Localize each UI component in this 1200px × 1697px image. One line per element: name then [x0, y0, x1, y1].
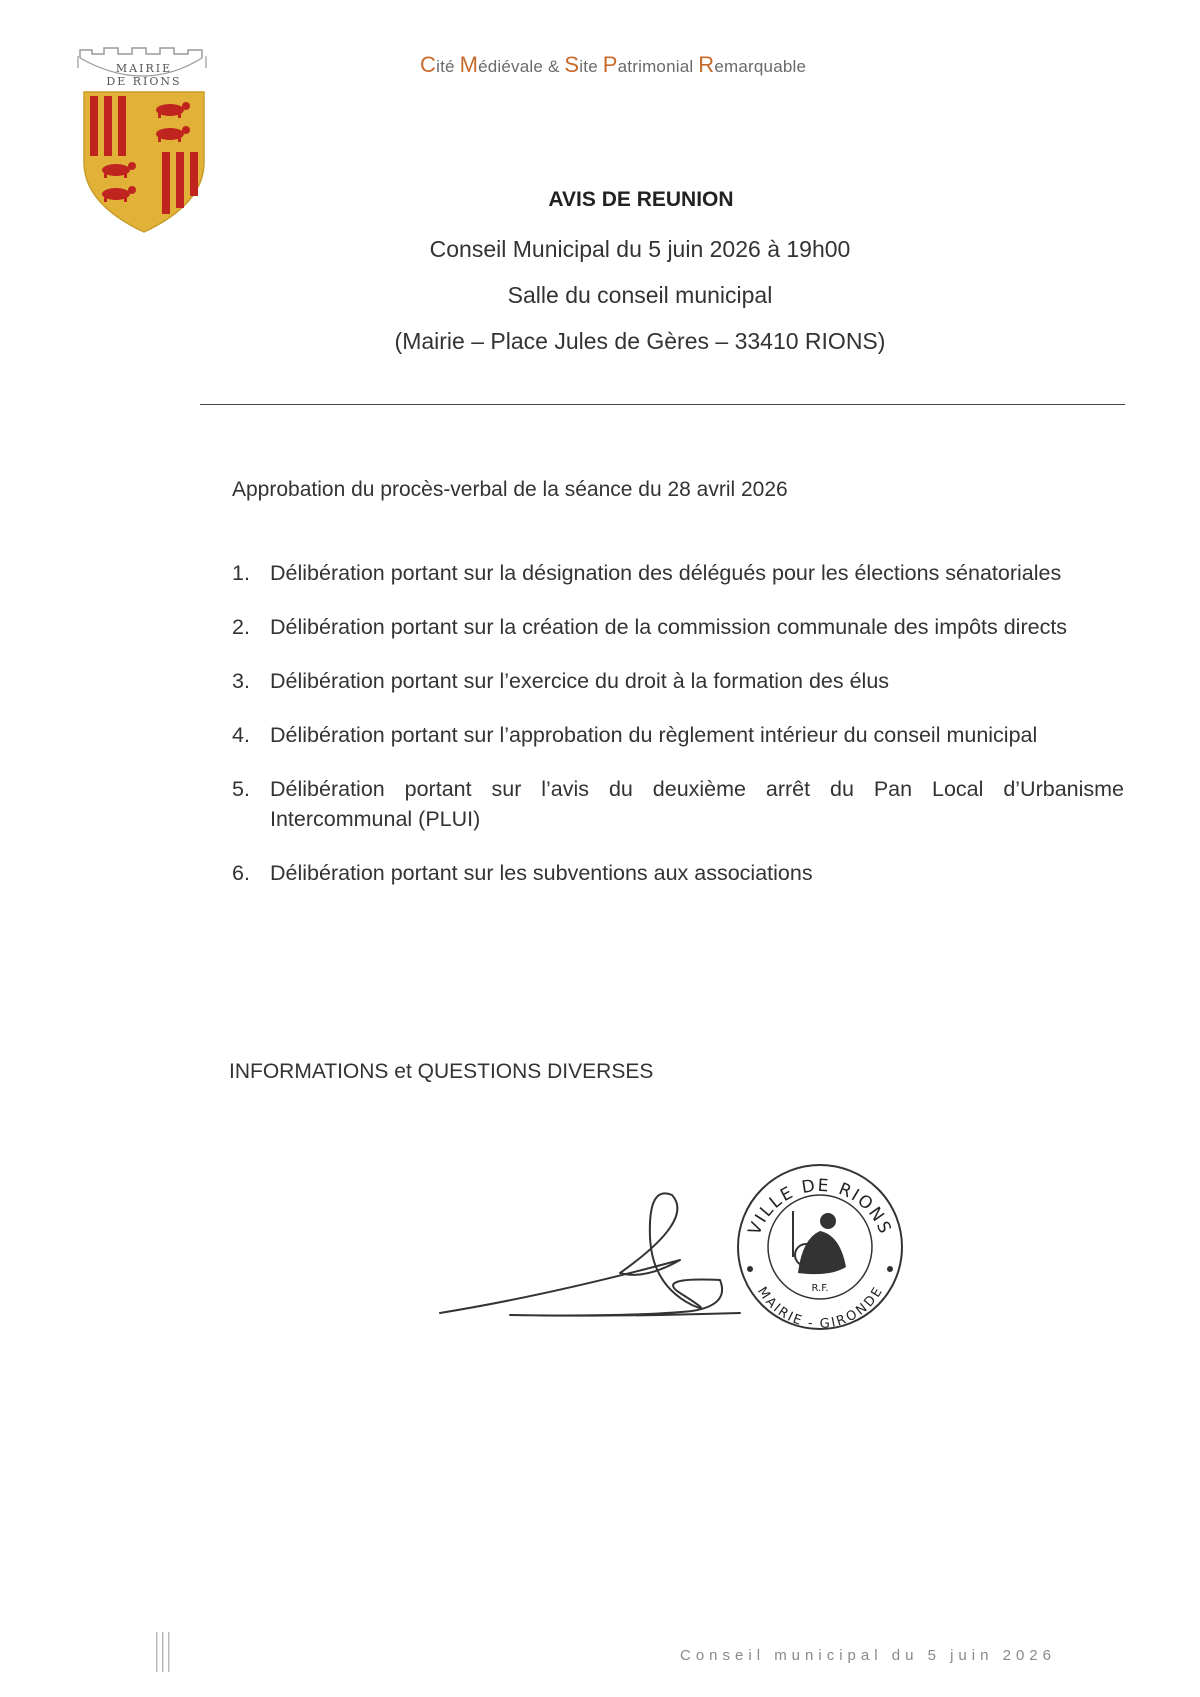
meeting-address: (Mairie – Place Jules de Gères – 33410 RIONS): [394, 328, 886, 354]
stamp-center-text: R.F.: [811, 1283, 829, 1294]
logo-text-rions: DE RIONS: [106, 75, 182, 88]
signature-and-stamp: [430, 1145, 950, 1345]
signature: [440, 1193, 740, 1315]
agenda-item-number: 3.: [232, 669, 250, 693]
agenda-item-text: Délibération portant sur l’avis du deuxième arrêt du Pan Local d’Urbanisme Intercommunal (PLUI): [270, 777, 1124, 831]
agenda-item-number: 2.: [232, 615, 250, 639]
meeting-room: Salle du conseil municipal: [507, 282, 773, 308]
agenda-item-text: Délibération portant sur l’approbation du règlement intérieur du conseil municipal: [270, 723, 1038, 747]
agenda-item: [232, 558, 1124, 588]
tagline-part: Médiévale &: [459, 52, 565, 77]
footer-bars: [155, 1632, 175, 1672]
stamp-bottom-text: MAIRIE - GIRONDE: [753, 1284, 887, 1333]
agenda-item-number: 5.: [232, 777, 250, 801]
agenda-item-number: 1.: [232, 561, 250, 585]
agenda-item: [232, 720, 1124, 750]
tagline-part: Site: [564, 52, 603, 77]
agenda-item: [232, 612, 1124, 642]
agenda-item: [232, 774, 1124, 834]
logo-text-mairie: MAIRIE: [115, 62, 173, 75]
agenda-item: [232, 666, 1124, 696]
meeting-datetime: Conseil Municipal du 5 juin 2026 à 19h00: [429, 236, 851, 262]
agenda-item-number: 6.: [232, 861, 250, 885]
info-questions: INFORMATIONS et QUESTIONS DIVERSES: [229, 1060, 654, 1083]
footer-text: Conseil municipal du 5 juin 2026: [680, 1647, 1056, 1664]
agenda-item-text: Délibération portant sur les subventions aux associations: [270, 861, 813, 885]
tagline-part: Remarquable: [698, 52, 807, 77]
approval-line: Approbation du procès-verbal de la séance du 28 avril 2026: [232, 478, 788, 501]
notice-title: AVIS DE REUNION: [548, 188, 734, 211]
tagline-part: Cité: [420, 52, 460, 77]
town-seal-stamp: [738, 1165, 902, 1332]
agenda-item-text: Délibération portant sur l’exercice du droit à la formation des élus: [270, 669, 890, 693]
tagline: [420, 52, 1020, 78]
tagline-part: Patrimonial: [602, 52, 699, 77]
agenda-list: [232, 558, 1124, 912]
agenda-item-text: Délibération portant sur la création de la commission communale des impôts directs: [270, 615, 1068, 639]
agenda-item-text: Délibération portant sur la désignation des délégués pour les élections sénatoriales: [270, 561, 1062, 585]
agenda-item: [232, 858, 1124, 888]
agenda-item-number: 4.: [232, 723, 250, 747]
divider: [200, 404, 1125, 405]
stamp-top-text: VILLE DE RIONS: [744, 1175, 896, 1239]
